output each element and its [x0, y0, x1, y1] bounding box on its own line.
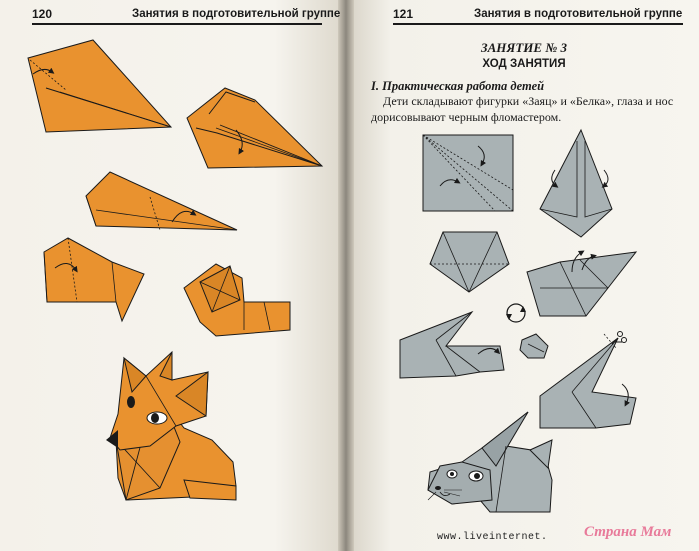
- scissors-icon: [612, 332, 627, 345]
- lesson-subtitle: ХОД ЗАНЯТИЯ: [482, 58, 566, 70]
- right-page-number: 121: [393, 7, 414, 21]
- rabbit-step-1: [423, 135, 513, 211]
- finished-fox: [106, 352, 236, 500]
- fox-step-4: [44, 238, 144, 321]
- left-running-header: Занятия в подготовительной группе: [132, 8, 341, 20]
- right-running-header: Занятия в подготовительной группе: [474, 8, 683, 20]
- rabbit-step-6: [540, 332, 636, 429]
- fox-eye: [127, 396, 135, 408]
- rabbit-step-5: [400, 312, 504, 378]
- left-page-number: 120: [32, 7, 53, 21]
- rabbit-small-piece: [520, 334, 548, 358]
- lesson-title: ЗАНЯТИЕ № 3: [481, 40, 567, 55]
- fold-arrow-icon: [604, 170, 608, 186]
- footer-url[interactable]: www.liveinternet.: [437, 532, 548, 543]
- paragraph-line-2: дорисовывают черным фломастером.: [371, 110, 562, 124]
- rabbit-step-2: [540, 130, 612, 237]
- rotate-arrow-icon: [506, 304, 526, 322]
- fox-step-3: [86, 172, 237, 230]
- rabbit-step-4: [527, 252, 636, 316]
- rabbit-step-3: [430, 232, 509, 292]
- fox-step-2: [187, 88, 322, 168]
- site-watermark: Страна Мам: [584, 524, 672, 540]
- paragraph-line-1: Дети складывают фигурки «Заяц» и «Белка», глаза и нос: [383, 94, 674, 108]
- fox-step-1: [28, 40, 171, 132]
- fox-step-5: [184, 264, 290, 336]
- section-heading: I. Практическая работа детей: [371, 79, 545, 93]
- rabbit-nose: [435, 486, 441, 490]
- finished-rabbit: [428, 412, 552, 512]
